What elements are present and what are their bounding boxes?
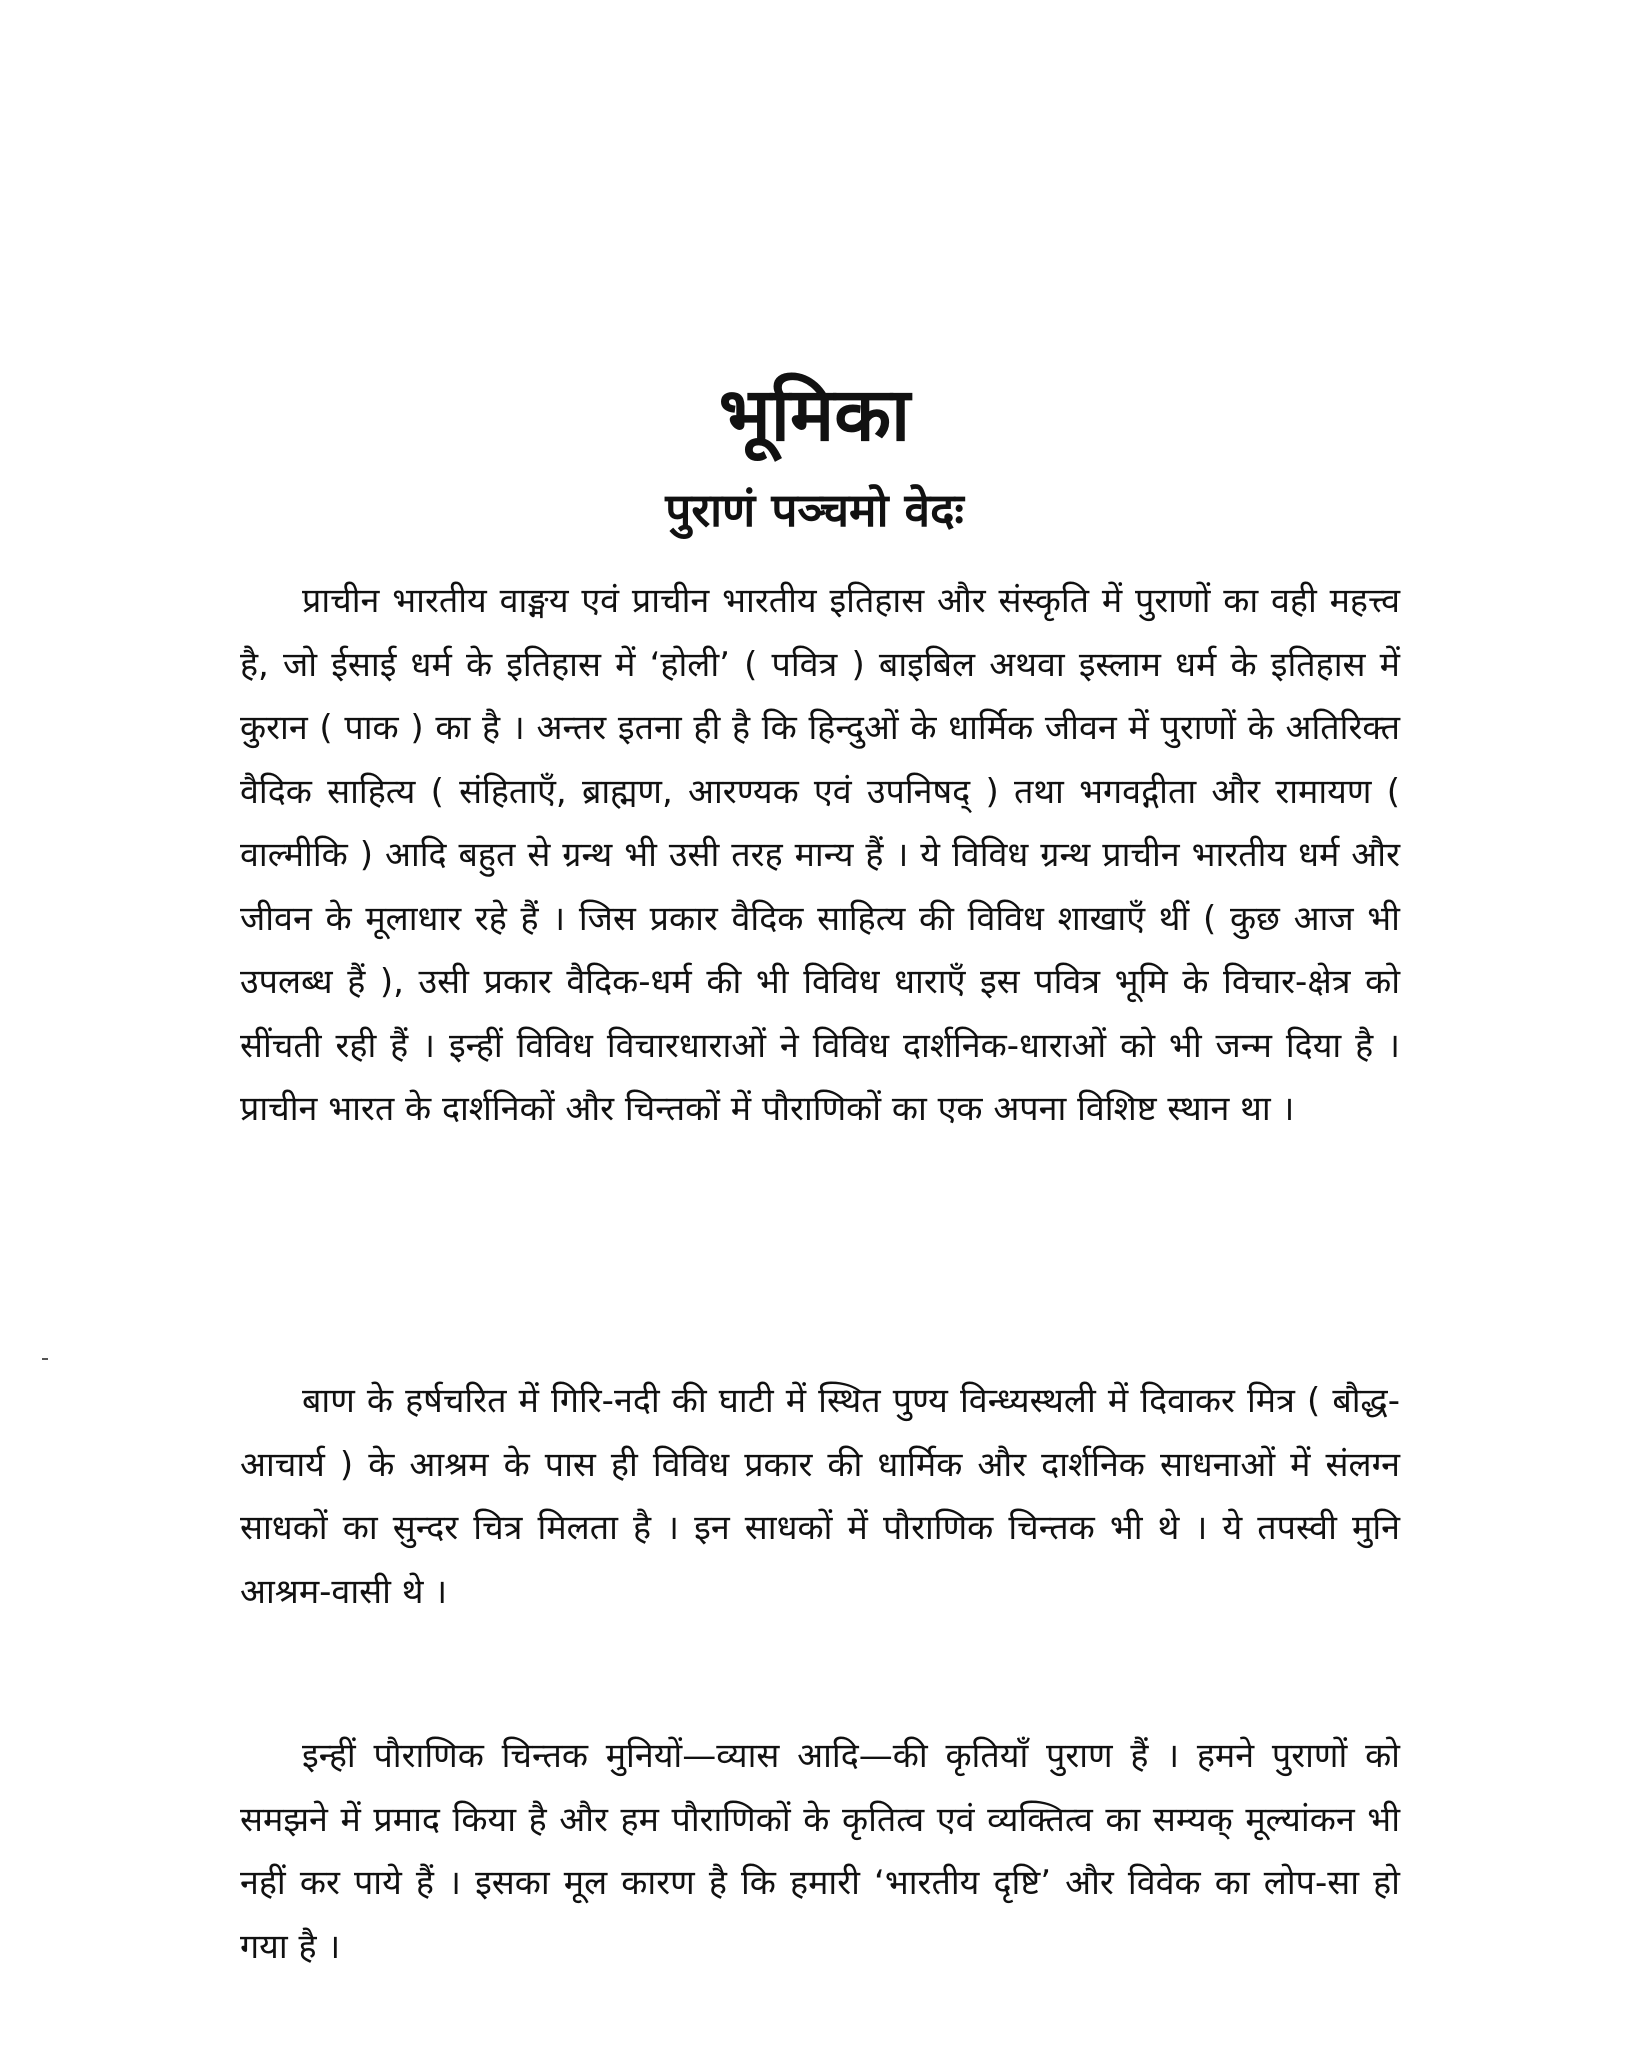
page-subtitle: पुराणं पञ्चमो वेदः bbox=[665, 483, 964, 537]
page-title: भूमिका bbox=[718, 372, 911, 458]
paragraph-2: बाण के हर्षचरित में गिरि-नदी की घाटी में स्थित पुण्य विन्ध्यस्थली में दिवाकर मित्र ( बौद्ध-आचार्य ) के आश्रम के पास ही विविध प्रकार की धार्मिक और दार्शनिक साधनाओं में संलग्न साधकों का सुन्दर चित्र मिलता है । इन साधकों में पौराणिक चिन्तक भी थे । ये तपस्वी मुनि आश्रम-वासी थे । bbox=[240, 1381, 1400, 1612]
scan-artifact-mark bbox=[42, 1358, 48, 1360]
paragraph-1: प्राचीन भारतीय वाङ्मय एवं प्राचीन भारतीय इतिहास और संस्कृति में पुराणों का वही महत्त्व है, जो ईसाई धर्म के इतिहास में ‘होली’ ( पवित्र ) बाइबिल अथवा इस्लाम धर्म के इतिहास में कुरान ( पाक ) का है । अन्तर इतना ही है कि हिन्दुओं के धार्मिक जीवन में पुराणों के अतिरिक्त वैदिक साहित्य ( संहिताएँ, ब्राह्मण, आरण्यक एवं उपनिषद् ) तथा भगवद्गीता और रामायण ( वाल्मीकि ) आदि बहुत से ग्रन्थ भी उसी तरह मान्य हैं । ये विविध ग्रन्थ प्राचीन भारतीय धर्म और जीवन के मूलाधार रहे हैं । जिस प्रकार वैदिक साहित्य की विविध शाखाएँ थीं ( कुछ आज भी उपलब्ध हैं ), उसी प्रकार वैदिक-धर्म की भी विविध धाराएँ इस पवित्र भूमि के विचार-क्षेत्र को सींचती रही हैं । इन्हीं विविध विचारधाराओं ने विविध दार्शनिक-धाराओं को भी जन्म दिया है । प्राचीन भारत के दार्शनिकों और चिन्तकों में पौराणिकों का एक अपना विशिष्ट स्थान था । bbox=[240, 581, 1400, 1129]
paragraph-3: इन्हीं पौराणिक चिन्तक मुनियों—व्यास आदि—की कृतियाँ पुराण हैं । हमने पुराणों को समझने में प्रमाद किया है और हम पौराणिकों के कृतित्व एवं व्यक्तित्व का सम्यक् मूल्यांकन भी नहीं कर पाये हैं । इसका मूल कारण है कि हमारी ‘भारतीय दृष्टि’ और विवेक का लोप-सा हो गया है । bbox=[240, 1736, 1400, 1967]
